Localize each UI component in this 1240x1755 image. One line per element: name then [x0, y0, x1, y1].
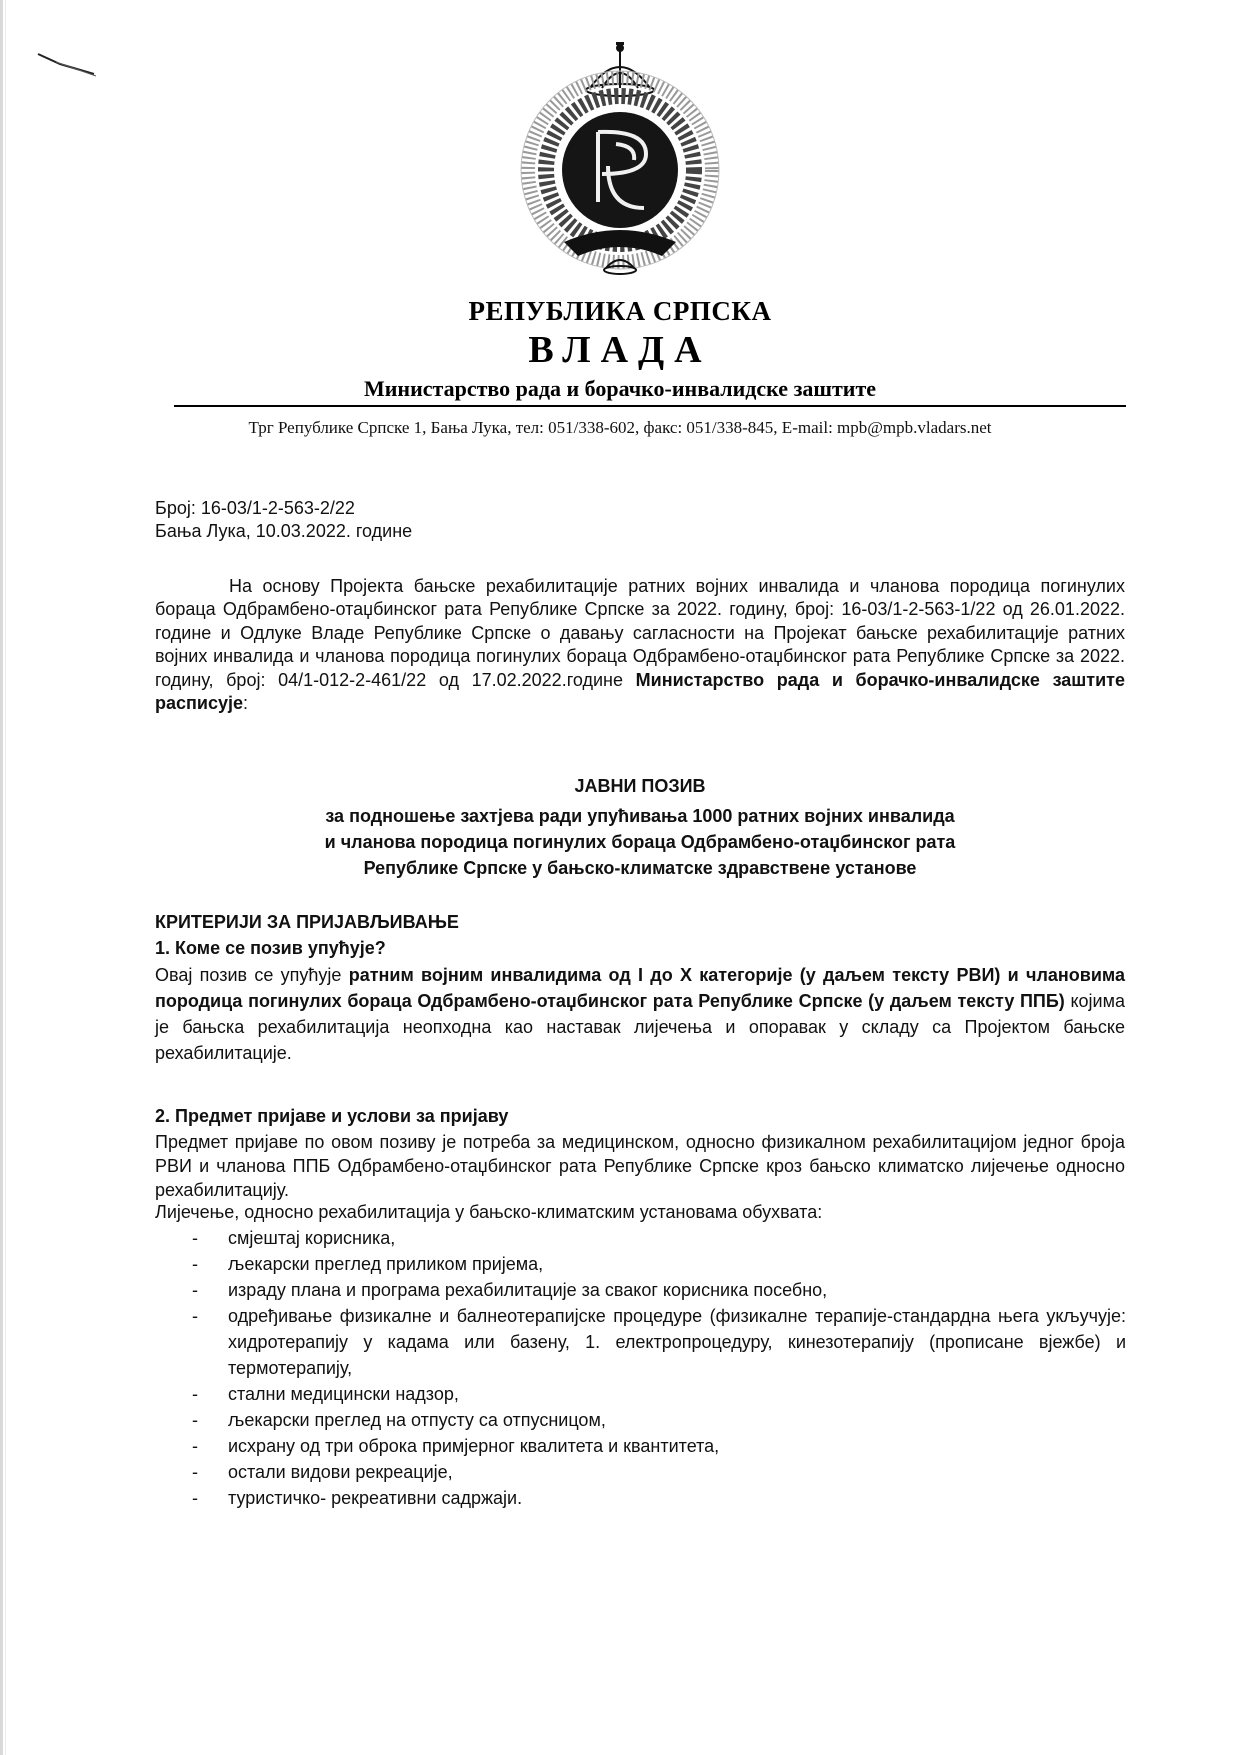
- list-item: - остали видови рекреације,: [192, 1462, 453, 1482]
- section-1-body: [155, 962, 1125, 1066]
- public-call-title: ЈАВНИ ПОЗИВ: [574, 776, 706, 796]
- intro-end: :: [243, 693, 249, 714]
- section-1-bold: ратним војним инвалидима од I до X категорије (у даљем тексту РВИ) и члановима породица погинулих бораца Одбрамбено-отаџбинског рата Републике Српске (у даљем тексту ППБ): [155, 965, 1125, 1011]
- list-item: - љекарски преглед на отпусту са отпусницом,: [192, 1410, 606, 1430]
- scan-edge: [0, 0, 3, 1755]
- header-address: Трг Републике Српске 1, Бања Лука, тел: 051/338-602, факс: 051/338-845, E-mail: mpb@mpb.vladars.net: [248, 418, 992, 437]
- public-call-subtitle-line-1: за подношење захтјева ради упућивања 1000 ратних војних инвалида: [325, 806, 955, 826]
- header-government: ВЛАДА: [528, 329, 712, 371]
- section-1-suffix: којима је бањска рехабилитација неопходна као наставак лијечења и опоравак у складу са Пројектом бањске рехабилитације.: [155, 991, 1125, 1063]
- scan-edge-shadow: [5, 0, 6, 1755]
- public-call-subtitle-line-2: и чланова породица погинулих бораца Одбрамбено-отаџбинског рата: [324, 832, 956, 852]
- public-call-subtitle-line-3: Републике Српске у бањско-климатске здравствене установе: [363, 858, 917, 878]
- header-divider: [174, 405, 1126, 407]
- treatment-list: [186, 1225, 1126, 1511]
- document-place-date: Бања Лука, 10.03.2022. године: [155, 521, 413, 541]
- list-item: - стални медицински надзор,: [192, 1384, 459, 1404]
- section-2-body: Предмет пријаве по овом позиву је потреба за медицинском, односно физикалном рехабилитацијом једног броја РВИ и чланова ППБ Одбрамбено-отаџбинског рата Републике Српске кроз бањско климатско лијечење односно рехабилитацију.: [155, 1132, 1125, 1200]
- intro-paragraph: [155, 575, 1125, 715]
- list-item: - љекарски преглед приликом пријема,: [192, 1254, 544, 1274]
- section-1-prefix: Овај позив се упућује: [155, 965, 349, 985]
- intro-text: На основу Пројекта бањске рехабилитације ратних војних инвалида и чланова породица погинулих бораца Одбрамбено-отаџбинског рата Републике Српске за 2022. годину, број: 16-03/1-2-563-1/22 од 26.01.2022. године и Одлуке Владе Републике Српске о давању сагласности на Пројекат бањске рехабилитације ратних војних инвалида и чланова породица погинулих бораца Одбрамбено-отаџбинског рата Републике Српске за 2022. годину, број: 04/1-012-2-461/22 од 17.02.2022.године: [155, 576, 1125, 690]
- list-item: - израду плана и програма рехабилитације за сваког корисника посебно,: [192, 1280, 828, 1300]
- criteria-heading: КРИТЕРИЈИ ЗА ПРИЈАВЉИВАЊЕ: [155, 912, 459, 932]
- header-republic: РЕПУБЛИКА СРПСКА: [468, 296, 772, 326]
- list-item: - исхрану од три оброка примјерног квалитета и квантитета,: [192, 1436, 720, 1456]
- document-number: Број: 16-03/1-2-563-2/22: [155, 498, 355, 518]
- coat-of-arms-emblem: [512, 42, 728, 280]
- list-item: - смјештај корисника,: [192, 1228, 396, 1248]
- list-item: - одређивање физикалне и балнеотерапијске процедуре (физикалне терапије-стандардна њега укључује: хидротерапију у кадама или базену, 1. електропроцедуру, кинезотерапију (прописане вјежбе) и термотерапију,: [192, 1306, 1126, 1378]
- list-item: - туристичко- рекреативни садржаји.: [192, 1488, 523, 1508]
- section-2-heading: 2. Предмет пријаве и услови за пријаву: [155, 1106, 509, 1126]
- header-ministry: Министарство рада и борачко-инвалидске заштите: [363, 376, 877, 401]
- section-2-lead: Лијечење, односно рехабилитација у бањско-климатским установама обухвата:: [155, 1202, 823, 1222]
- intro-bold-tail: Министарство рада и борачко-инвалидске заштите расписује: [155, 669, 1125, 714]
- section-1-heading: 1. Коме се позив упућује?: [155, 938, 386, 958]
